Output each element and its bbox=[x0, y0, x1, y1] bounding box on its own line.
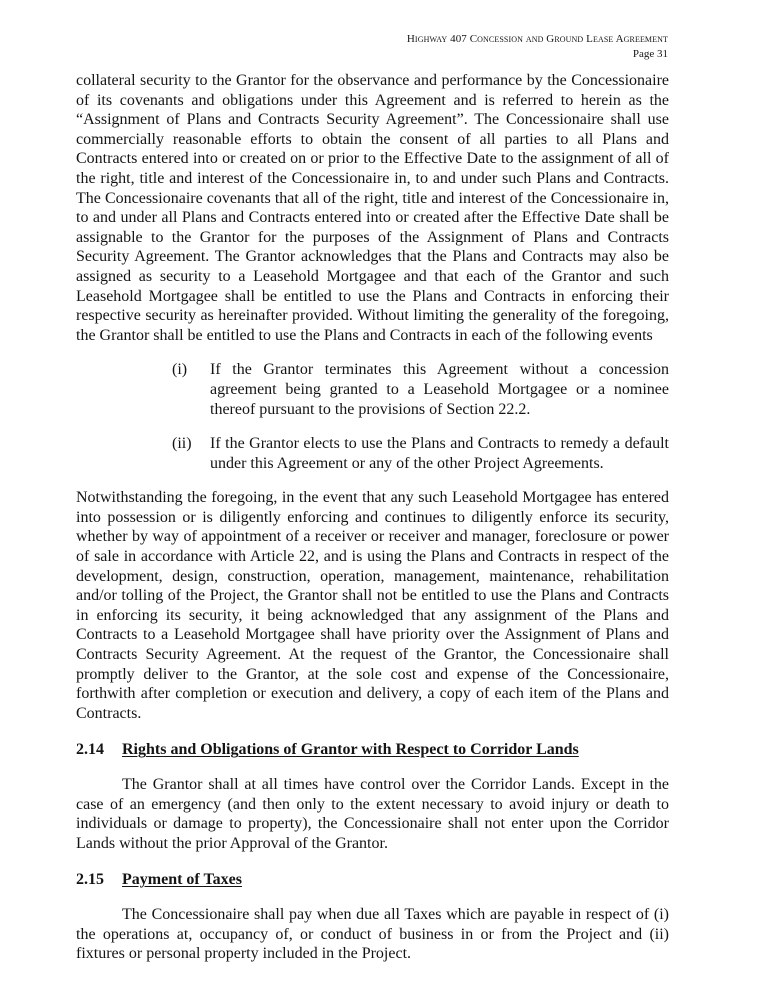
section-number: 2.14 bbox=[76, 741, 104, 759]
header-title: Highway 407 Concession and Ground Lease Agreement bbox=[406, 33, 668, 45]
section-heading bbox=[76, 740, 669, 760]
section-paragraph: The Concessionaire shall pay when due all Taxes which are payable in respect of (i) the operations at, occupancy of, or conduct of business in or from the Project and (ii) fixtures or personal property included in the Project. bbox=[76, 905, 669, 963]
page-header bbox=[407, 32, 668, 62]
list-item-text: If the Grantor elects to use the Plans and Contracts to remedy a default under this Agreement or any of the other Project Agreements. bbox=[210, 435, 669, 472]
section-heading bbox=[76, 870, 669, 890]
section-number: 2.15 bbox=[76, 871, 104, 889]
list-item-number: (ii) bbox=[172, 435, 192, 453]
page-number: Page 31 bbox=[632, 48, 668, 60]
document-body bbox=[76, 71, 669, 964]
list-item bbox=[172, 434, 669, 473]
list-item-number: (i) bbox=[172, 361, 188, 379]
section-title: Payment of Taxes bbox=[122, 871, 242, 889]
events-list bbox=[76, 360, 669, 473]
notwithstanding-paragraph: Notwithstanding the foregoing, in the event that any such Leasehold Mortgagee has entered into possession or is diligently enforcing and continues to diligently enforce its security, whether by way of appointment of a receiver or receiver and manager, foreclosure or power of sale in accordance with Article 22, and is using the Plans and Contracts in respect of the development, design, construction, operation, management, maintenance, rehabilitation and/or tolling of the Project, the Grantor shall not be entitled to use the Plans and Contracts in enforcing its security, it being acknowledged that any assignment of the Plans and Contracts to a Leasehold Mortgagee shall have priority over the Assignment of Plans and Contracts Security Agreement. At the request of the Grantor, the Concessionaire shall promptly deliver to the Grantor, at the sole cost and expense of the Concessionaire, forthwith after completion or execution and delivery, a copy of each item of the Plans and Contracts. bbox=[76, 489, 669, 722]
section-title: Rights and Obligations of Grantor with Respect to Corridor Lands bbox=[122, 741, 579, 759]
section-paragraph: The Grantor shall at all times have control over the Corridor Lands. Except in the case of an emergency (and then only to the extent necessary to avoid injury or death to individuals or damage to property), the Concessionaire shall not enter upon the Corridor Lands without the prior Approval of the Grantor. bbox=[76, 776, 669, 852]
list-item bbox=[172, 360, 669, 419]
list-item-text: If the Grantor terminates this Agreement without a concession agreement being granted to a Leasehold Mortgagee or a nominee thereof pursuant to the provisions of Section 22.2. bbox=[210, 361, 669, 418]
intro-paragraph: collateral security to the Grantor for the observance and performance by the Concessionaire of its covenants and obligations under this Agreement and is referred to herein as the “Assignment of Plans and Contracts Security Agreement”. The Concessionaire shall use commercially reasonable efforts to obtain the consent of all parties to all Plans and Contracts entered into or created on or prior to the Effective Date to the assignment of all of the right, title and interest of the Concessionaire in, to and under such Plans and Contracts. The Concessionaire covenants that all of the right, title and interest of the Concessionaire in, to and under all Plans and Contracts entered into or created after the Effective Date shall be assignable to the Grantor for the purposes of the Assignment of Plans and Contracts Security Agreement. The Grantor acknowledges that the Plans and Contracts may also be assigned as security to a Leasehold Mortgagee and that each of the Grantor and such Leasehold Mortgagee shall be entitled to use the Plans and Contracts in enforcing their respective security as hereinafter provided. Without limiting the generality of the foregoing, the Grantor shall be entitled to use the Plans and Contracts in each of the following events bbox=[76, 72, 669, 344]
